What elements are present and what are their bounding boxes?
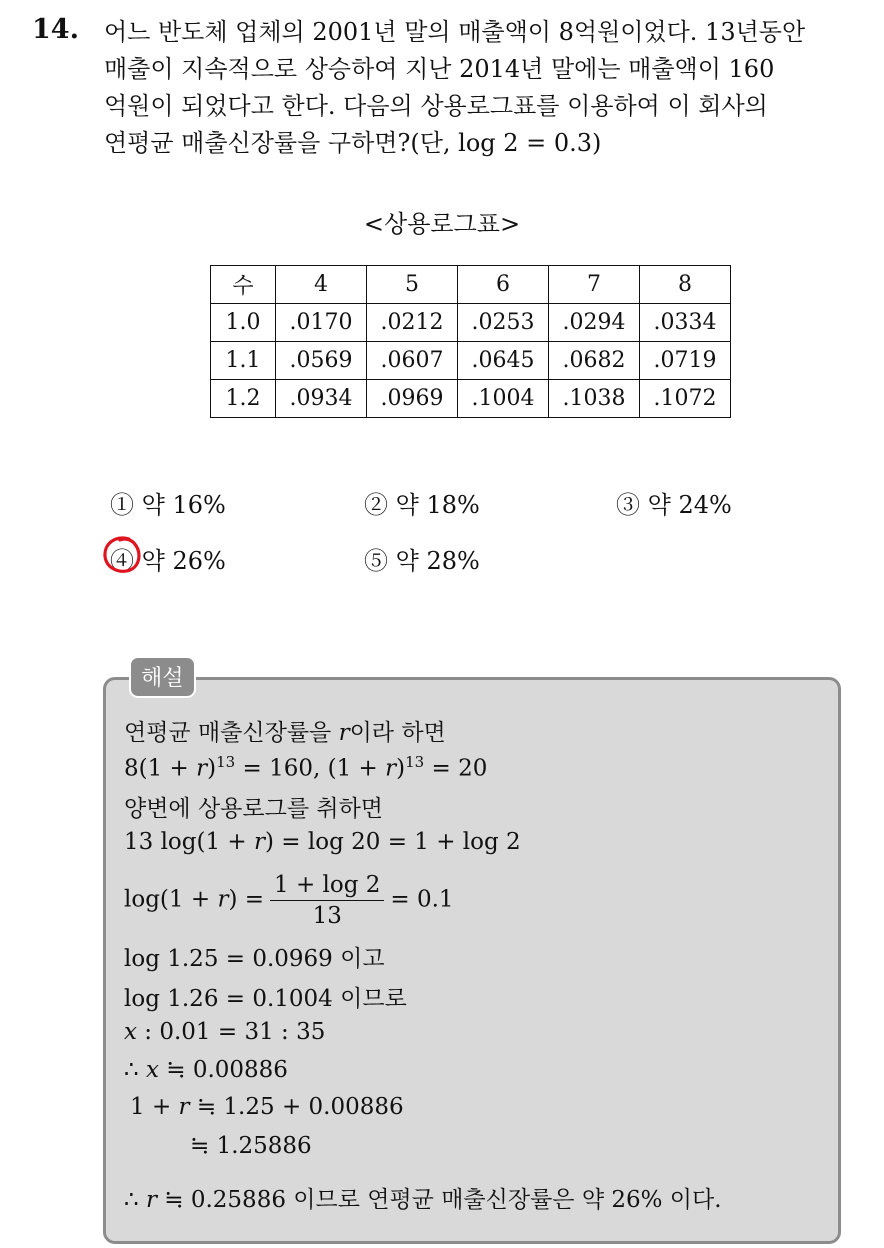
table-cell: .0569 <box>276 342 367 380</box>
table-cell: .0294 <box>549 304 640 342</box>
answer-circle-icon <box>101 534 143 576</box>
log-table <box>210 265 731 418</box>
table-cell: .0607 <box>367 342 458 380</box>
question-line: 어느 반도체 업체의 2001년 말의 매출액이 8억원이었다. 13년동안 <box>104 18 806 46</box>
solution-line: log 1.26 = 0.1004 이므로 <box>124 986 407 1012</box>
table-cell: .0969 <box>367 380 458 418</box>
question-line: 억원이 되었다고 한다. 다음의 상용로그표를 이용하여 이 회사의 <box>104 92 768 120</box>
solution-line: log 1.25 = 0.0969 이고 <box>124 946 385 972</box>
table-title: <상용로그표> <box>363 210 521 238</box>
table-header-row <box>211 266 731 304</box>
table-cell: .0682 <box>549 342 640 380</box>
table-cell: .0334 <box>640 304 731 342</box>
table-cell: .0170 <box>276 304 367 342</box>
solution-line: ∴ x ≒ 0.00886 <box>124 1057 288 1083</box>
solution-line: $8(1 + r)^{13} = 160$, $(1 + r)^{13} = 20$ <box>124 753 488 782</box>
question-line: 매출이 지속적으로 상승하여 지난 2014년 말에는 매출액이 160 <box>104 55 775 83</box>
question-text <box>104 14 864 162</box>
choice-2[interactable]: ② 약 18% <box>364 491 480 519</box>
table-cell: 수 <box>211 266 276 304</box>
table-cell: 6 <box>458 266 549 304</box>
table-cell: .0645 <box>458 342 549 380</box>
table-cell: .1004 <box>458 380 549 418</box>
choice-5[interactable]: ⑤ 약 28% <box>364 547 480 575</box>
table-cell: .1038 <box>549 380 640 418</box>
table-cell: .0934 <box>276 380 367 418</box>
table-cell: 8 <box>640 266 731 304</box>
table-cell: 1.0 <box>211 304 276 342</box>
table-cell: .1072 <box>640 380 731 418</box>
solution-line: 1 + r ≒ 1.25 + 0.00886 <box>130 1094 404 1120</box>
solution-fraction-line: log(1 + r) = $\frac{1 + \log 2}{13}$ = 0.1 <box>124 872 454 929</box>
fraction: $\frac{1 + \log 2}{13}$ <box>270 870 384 931</box>
table-cell: .0212 <box>367 304 458 342</box>
table-row <box>211 380 731 418</box>
table-cell: .0719 <box>640 342 731 380</box>
table-row <box>211 304 731 342</box>
solution-line: 양변에 상용로그를 취하면 <box>124 796 384 822</box>
solution-line: 연평균 매출신장률을 r이라 하면 <box>124 720 446 746</box>
choice-4[interactable]: ④ 약 26% <box>110 547 226 575</box>
table-cell: 1.2 <box>211 380 276 418</box>
solution-line: x : 0.01 = 31 : 35 <box>124 1019 326 1045</box>
table-cell: 4 <box>276 266 367 304</box>
solution-tag: 해설 <box>129 656 196 698</box>
solution-line: 13 log(1 + r) = log 20 = 1 + log 2 <box>124 829 521 855</box>
solution-line: ≒ 1.25886 <box>190 1133 312 1159</box>
choice-3[interactable]: ③ 약 24% <box>616 491 732 519</box>
table-cell: 7 <box>549 266 640 304</box>
table-row <box>211 342 731 380</box>
question-line: 연평균 매출신장률을 구하면?(단, log 2 = 0.3) <box>104 129 602 157</box>
table-cell: 5 <box>367 266 458 304</box>
question-number: 14. <box>32 14 79 45</box>
table-cell: .0253 <box>458 304 549 342</box>
table-cell: 1.1 <box>211 342 276 380</box>
choice-1[interactable]: ① 약 16% <box>110 491 226 519</box>
solution-conclusion: ∴ r ≒ 0.25886 이므로 연평균 매출신장률은 약 26% 이다. <box>124 1187 722 1213</box>
